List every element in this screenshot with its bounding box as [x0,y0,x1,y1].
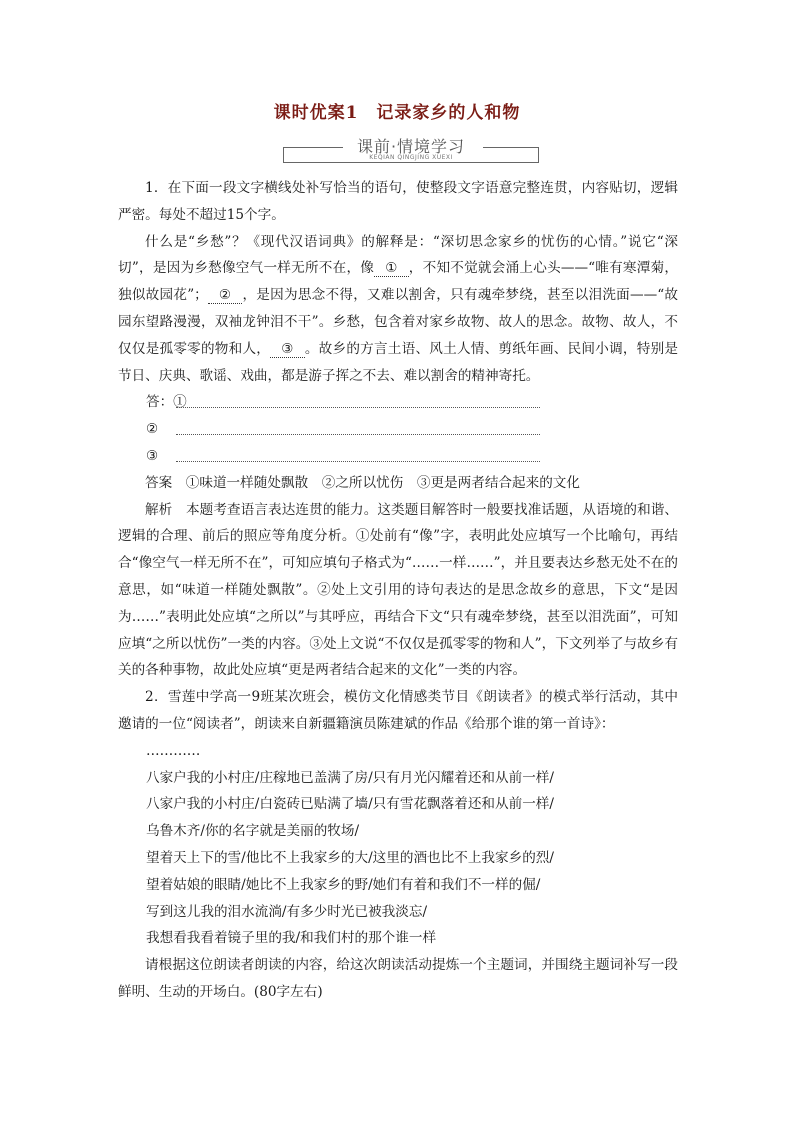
banner-title: 课前·情境学习 [356,137,466,156]
banner-subtitle: KEQIAN QINGJING XUEXI [369,154,453,161]
question-2-prompt: 2．雪莲中学高一9班某次班会，模仿文化情感类节目《朗读者》的模式举行活动，其中邀请的一位“阅读者”，朗读来自新疆籍演员陈建斌的作品《给那个谁的第一首诗》： [118,689,678,732]
answer-key-text: ①味道一样随处飘散 ②之所以忧伤 ③更是两者结合起来的文化 [172,474,580,491]
answer-label-3: ③ [146,447,159,464]
poem-line: 望着天上下的雪/他比不上我家乡的大/这里的酒也比不上我家乡的烈/ [146,849,554,866]
poem-line: 八家户我的小村庄/白瓷砖已贴满了墙/只有雪花飘落着还和从前一样/ [146,796,554,813]
passage-part-b: ，不知不觉就会涌上心头——“唯有寒潭菊，独似故园花”； [118,260,679,304]
answer-blank-3[interactable] [176,461,540,462]
analysis [118,497,678,685]
answer-blank-2[interactable] [176,434,540,435]
banner-rule-bottom [283,162,539,163]
answer-line-2 [118,416,678,443]
poem-line: 写到这儿我的泪水流淌/有多少时光已被我淡忘/ [146,903,428,920]
question-1-passage [118,229,678,390]
blank-2 [208,287,243,304]
blank-3-label: ③ [281,340,294,357]
answer-line-3 [118,443,678,470]
analysis-label: 解析 [145,501,173,518]
passage-part-c: ，是因为思念不得，又难以割舍，只有魂牵梦绕，甚至以泪洗面——“故园东望路漫漫，双袖龙钟泪不干”。乡愁，包含着对家乡故物、故人的思念。故物、故人，不仅仅是孤零零的物和人， [118,287,678,357]
answer-label-2: ② [146,421,159,438]
blank-2-label: ② [218,287,232,304]
page-title: 课时优案1 记录家乡的人和物 [273,103,521,123]
poem-line: 乌鲁木齐/你的名字就是美丽的牧场/ [146,823,360,840]
answer-key [118,470,678,497]
poem-line: 八家户我的小村庄/庄稼地已盖满了房/只有月光闪耀着还和从前一样/ [146,769,554,786]
passage-part-d: 。故乡的方言土语、风土人情、剪纸年画、民间小调，特别是节日、庆典、歌谣、戏曲，都是游子挥之不去、难以割舍的精神寄托。 [118,340,679,384]
main-content [118,175,678,1006]
poem-ellipsis: ………… [146,742,201,759]
passage-part-a: 什么是“乡愁”？《现代汉语词典》的解释是：“深切思念家乡的忧伤的心情。”说它“深切”，是因为乡愁像空气一样无所不在，像 [118,233,678,277]
analysis-text: 本题考查语言表达连贯的能力。这类题目解答时一般要找准话题，从语境的和谐、逻辑的合理、前后的照应等角度分析。①处前有“像”字，表明此处应填写一个比喻句，再结合“像空气一样无所不在”，可知应填句子格式为“……一样……”，并且要表达乡愁无处不在的意思，如“味道一样随处飘散”。②处上文引用的诗句表达的是思念故乡的意思，下文“是因为……”表明此处应填“之所以”与其呼应，再结合下文“只有魂牵梦绕，甚至以泪洗面”，可知应填“之所以忧伤”一类的内容。③处上文说“不仅仅是孤零零的物和人”，下文列举了与故乡有关的各种事物，故此处应填“更是两者结合起来的文化”一类的内容。 [118,501,679,679]
answer-line-1 [118,389,678,416]
section-banner [283,132,539,168]
answer-blank-1[interactable] [176,407,540,408]
blank-1-label: ① [385,260,398,277]
poem-line: 望着姑娘的眼睛/她比不上我家乡的野/她们有着和我们不一样的倔/ [146,876,541,893]
blank-1 [374,260,409,277]
question-1-prompt: 1．在下面一段文字横线处补写恰当的语句，使整段文字语意完整连贯，内容贴切，逻辑严密。每处不超过15个字。 [118,180,678,223]
answer-key-label: 答案 [145,474,173,491]
question-2-task: 请根据这位朗读者朗读的内容，给这次朗读活动提炼一个主题词，并围绕主题词补写一段鲜明、生动的开场白。(80字左右) [118,957,678,1000]
poem-line: 我想看我看着镜子里的我/和我们村的那个谁一样 [146,930,437,947]
blank-3 [270,341,305,358]
answer-label-1: 答：① [146,394,187,411]
